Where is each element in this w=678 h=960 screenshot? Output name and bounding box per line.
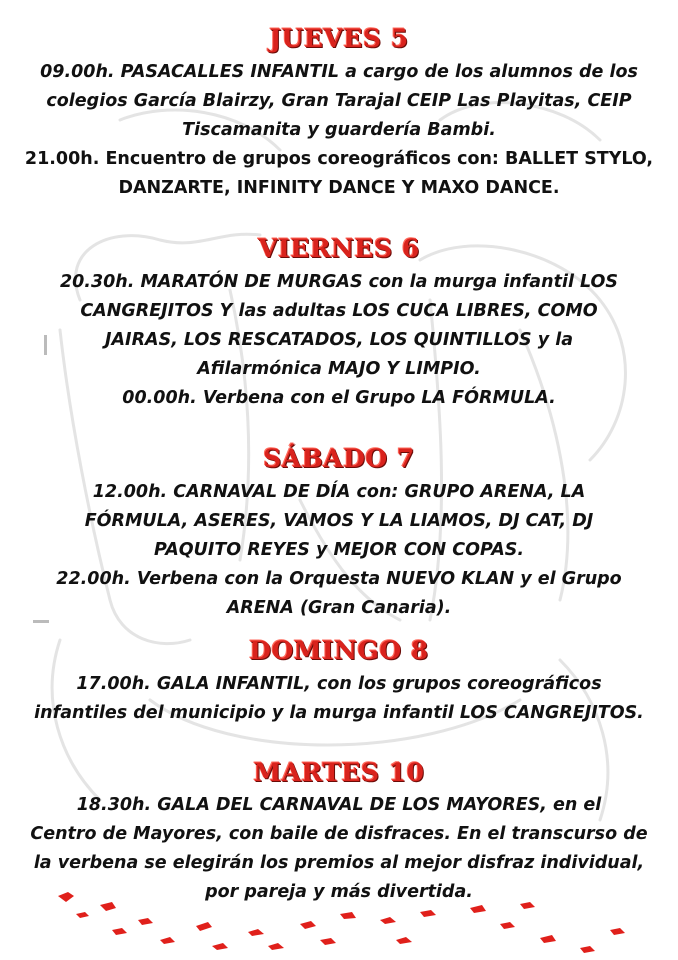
event-encuentro-coreograficos: [4, 145, 674, 203]
day-heading-domingo: DOMINGO 8: [249, 636, 429, 665]
event-line: 12.00h. CARNAVAL DE DÍA con: GRUPO ARENA, LA: [92, 482, 586, 502]
day-heading-jueves: JUEVES 5: [269, 24, 409, 53]
day-heading-martes: MARTES 10: [253, 758, 425, 787]
day-heading-sabado: SÁBADO 7: [263, 444, 415, 473]
event-verbena-la-formula: [4, 384, 674, 413]
event-line: por pareja y más divertida.: [205, 882, 473, 902]
event-line: 22.00h. Verbena con la Orquesta NUEVO KLAN y el Grupo: [56, 569, 622, 589]
event-line: infantiles del municipio y la murga infantil LOS CANGREJITOS.: [34, 703, 644, 723]
event-line: Tiscamanita y guardería Bambi.: [182, 120, 496, 140]
event-line: 17.00h. GALA INFANTIL, con los grupos coreográficos: [76, 674, 602, 694]
event-line: 00.00h. Verbena con el Grupo LA FÓRMULA.: [122, 388, 556, 408]
day-heading-viernes: VIERNES 6: [258, 234, 420, 263]
event-line: 09.00h. PASACALLES INFANTIL a cargo de los alumnos de los: [40, 62, 638, 82]
event-line: 20.30h. MARATÓN DE MURGAS con la murga infantil LOS: [59, 272, 619, 292]
event-line: 21.00h. Encuentro de grupos coreográficos con: BALLET STYLO,: [24, 149, 654, 169]
event-line: JAIRAS, LOS RESCATADOS, LOS QUINTILLOS y la: [105, 330, 573, 350]
event-line: colegios García Blairzy, Gran Tarajal CEIP Las Playitas, CEIP: [46, 91, 632, 111]
event-line: 18.30h. GALA DEL CARNAVAL DE LOS MAYORES, en el: [76, 795, 602, 815]
event-line: ARENA (Gran Canaria).: [226, 598, 452, 618]
event-carnaval-de-dia: [4, 478, 674, 565]
event-verbena-nuevo-klan: [4, 565, 674, 623]
event-line: la verbena se elegirán los premios al mejor disfraz individual,: [33, 853, 645, 873]
event-gala-infantil: [4, 670, 674, 728]
event-maraton-murgas: [4, 268, 674, 384]
event-line: CANGREJITOS Y las adultas LOS CUCA LIBRES, COMO: [80, 301, 598, 321]
event-line: FÓRMULA, ASERES, VAMOS Y LA LIAMOS, DJ CAT, DJ: [84, 511, 594, 531]
event-line: Afilarmónica MAJO Y LIMPIO.: [197, 359, 481, 379]
event-line: DANZARTE, INFINITY DANCE Y MAXO DANCE.: [118, 178, 560, 198]
event-gala-mayores: [4, 791, 674, 907]
event-line: PAQUITO REYES y MEJOR CON COPAS.: [153, 540, 525, 560]
event-line: Centro de Mayores, con baile de disfraces. En el transcurso de: [30, 824, 648, 844]
event-pasacalles-infantil: [4, 58, 674, 145]
